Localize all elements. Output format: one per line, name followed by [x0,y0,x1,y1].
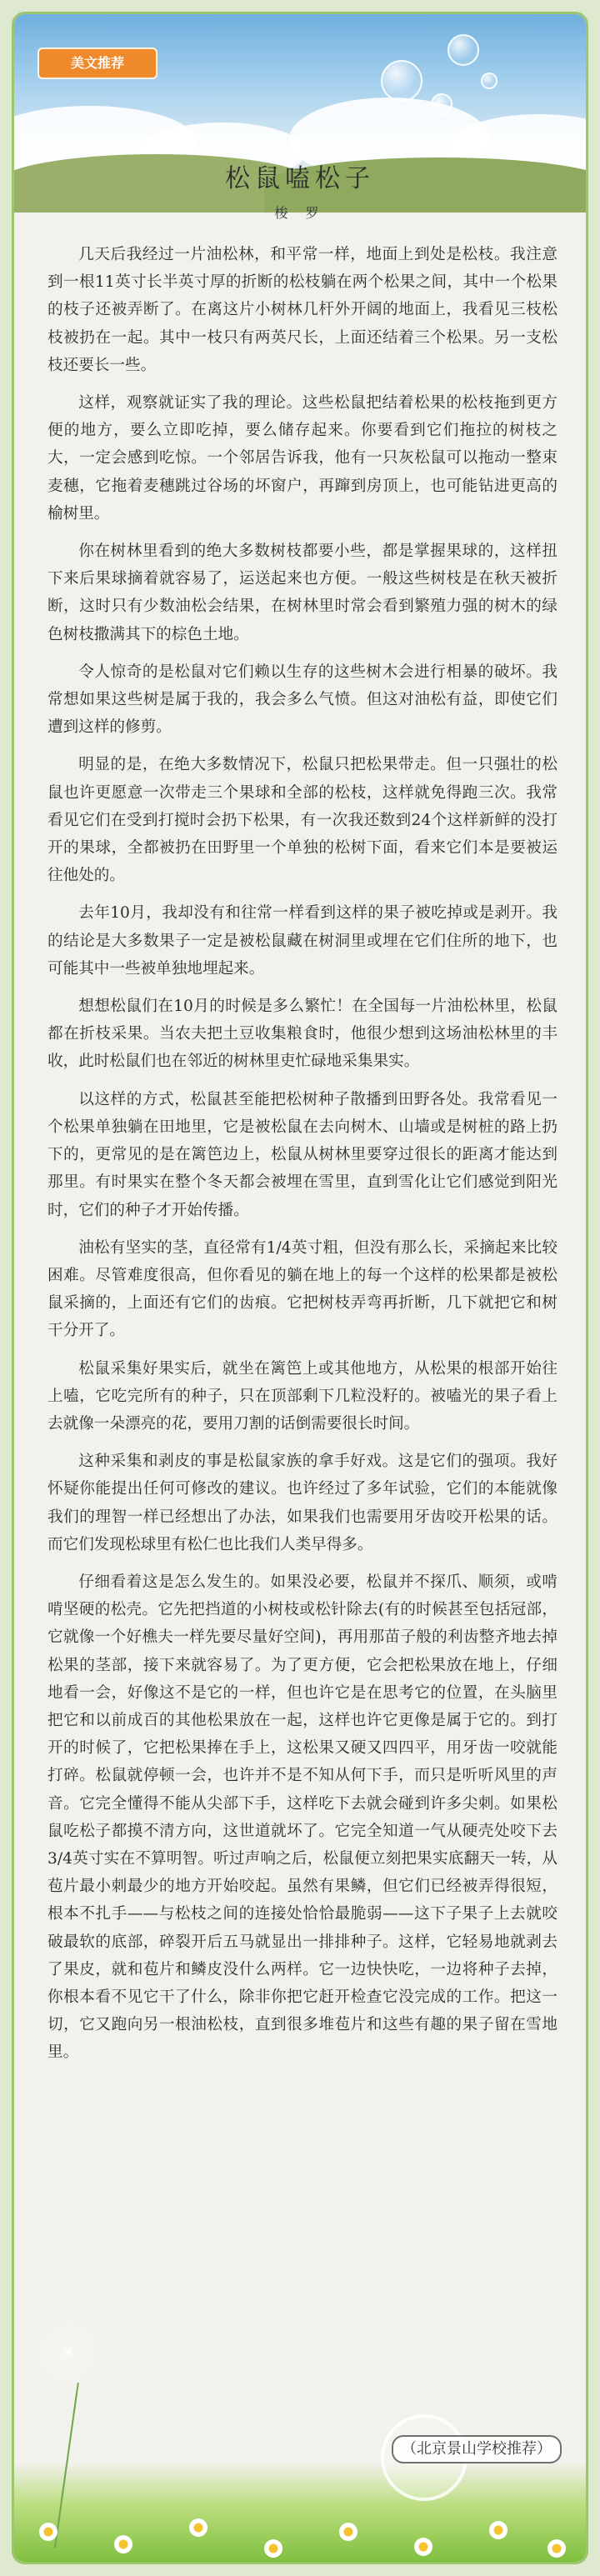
paragraph: 明显的是，在绝大多数情况下，松鼠只把松果带走。但一只强壮的松鼠也许更愿意一次带走三个果球和全部的松枝，这样就免得跑三次。我常看见它们在受到打搅时会扔下松果，有一次我还数到24个这样新鲜的没打开的果球，全都被扔在田野里一个单独的松树下面，看来它们本是要被运往他处的。 [48,756,558,885]
paragraph: 油松有坚实的茎，直径常有1/4英寸粗，但没有那么长，采摘起来比较困难。尽管难度很高，但你看见的躺在地上的每一个这样的松果都是被松鼠采摘的，上面还有它们的齿痕。它把树枝弄弯再折断，几下就把它和树干分开了。 [48,1238,558,1340]
paragraph: 去年10月，我却没有和往常一样看到这样的果子被吃掉或是剥开。我的结论是大多数果子一定是被松鼠藏在树洞里或埋在它们住所的地下，也可能其中一些被单独地埋起来。 [48,904,558,978]
dandelion-decoration [14,2298,122,2406]
category-tag: 美文推荐 [38,48,158,79]
bubble-decoration [481,73,498,89]
paragraph: 这种采集和剥皮的事是松鼠家族的拿手好戏。这是它们的强项。我好怀疑你能提出任何可修改的建议。也许经过了多年试验，它们的本能就像我们的理智一样已经想出了办法，如果我们也需要用牙齿咬开松果的话。而它们发现松球里有松仁也比我们人类早得多。 [48,1453,558,1553]
paragraph: 以这样的方式，松鼠甚至能把松树种子散播到田野各处。我常看见一个松果单独躺在田地里，它是被松鼠在去向树木、山墙或是树桩的路上扔下的，更常见的是在篱笆边上，松鼠从树林里要穿过很长的距离才能达到那里。有时果实在整个冬天都会被埋在雪里，直到雪化让它们感觉到阳光时，它们的种子才开始传播。 [48,1090,558,1219]
daisy-icon [264,2539,282,2558]
daisy-icon [39,2523,58,2541]
bubble-decoration [381,60,422,102]
article-title: 松鼠嗑松子 [225,164,375,193]
bubble-decoration [431,93,452,115]
paragraph: 你在树林里看到的绝大多数树枝都要小些，都是掌握果球的，这样扭下来后果球摘着就容易了，运送起来也方便。一般这些树枝是在秋天被折断，这时只有少数油松会结果，在树林里时常会看到繁殖力强的树木的绿色树枝撒满其下的棕色土地。 [48,543,558,643]
daisy-icon [414,2538,432,2556]
paragraph: 这样，观察就证实了我的理论。这些松鼠把结着松果的松枝拖到更方便的地方，要么立即吃掉，要么储存起来。你要看到它们拖拉的树枝之大，一定会感到吃惊。一个邻居告诉我，他有一只灰松鼠可以拖动一整束麦穗，它拖着麦穗跳过谷场的坏窗户，再蹿到房顶上，也可能钻进更高的榆树里。 [48,394,558,523]
grass-decoration [14,2462,586,2562]
daisy-icon [548,2539,566,2558]
paragraph: 几天后我经过一片油松林，和平常一样，地面上到处是松枝。我注意到一根11英寸长半英寸厚的折断的松枝躺在两个松果之间，其中一个松果的枝子还被弄断了。在离这片小树林几杆外开阔的地面上，我看见三枝松枝被扔在一起。其中一枝只有两英尺长，上面还结着三个松果。另一支松枝还要长一些。 [48,246,558,374]
paragraph: 仔细看着这是怎么发生的。如果没必要，松鼠并不探爪、顺须，或啃啃坚硬的松壳。它先把挡道的小树枝或松针除去(有的时候甚至包括冠部，它就像一个好樵夫一样先要尽量好空间)，再用那苗子般的利齿整齐地去掉松果的茎部，接下来就容易了。为了更方便，它会把松果放在地上，仔细地看一会，好像这不是它的一样，但也许它是在思考它的位置，在头脑里把它和以前成百的其他松果放在一起，这样也许它更像是属于它的。到打开的时候了，它把松果捧在手上，这松果又硬又四四平，用牙齿一咬就能打碎。松鼠就停顿一会，也许并不是不知从何下手，而只是听听风里的声音。它完全懂得不能从尖部下手，这样吃下去就会碰到许多尖刺。如果松鼠吃松子都摸不清方向，这世道就坏了。它完全知道一气从硬壳处咬下去3/4英寸实在不算明智。听过声响之后，松鼠便立刻把果实底翻天一转，从苞片最小刺最少的地方开始咬起。虽然有果鳞，但它们已经被弄得很短，根本不扎手——与松枝之间的连接处恰恰最脆弱——这下子果子上去就咬破最软的底部，碎裂开后五马就显出一排排种子。这样，它轻易地就剥去了果皮，就和苞片和鳞皮没什么两样。它一边快快吃，一边将种子去掉，你根本看不见它干了什么，除非你把它赶开检查它没完成的工作。把这一切，它又跑向另一根油松枝，直到很多堆苞片和这些有趣的果子留在雪地里。 [48,1573,558,2062]
daisy-icon [489,2521,508,2539]
article-author: 梭 罗 [274,205,326,221]
daisy-icon [339,2523,358,2541]
paragraph: 松鼠采集好果实后，就坐在篱笆上或其他地方，从松果的根部开始往上嗑，它吃完所有的种子，只在顶部剩下几粒没籽的。被嗑光的果子看上去就像一朵漂亮的花，要用刀割的话倒需要很长时间。 [48,1359,558,1433]
daisy-icon [189,2518,208,2537]
article-frame [12,12,588,2564]
recommendation-note: （北京景山学校推荐） [392,2435,562,2463]
paragraph: 想想松鼠们在10月的时候是多么繁忙！在全国每一片油松林里，松鼠都在折枝采果。当农夫把土豆收集粮食时，他很少想到这场油松林里的丰收，此时松鼠们也在邻近的树林里吏忙碌地采集果实。 [48,998,558,1071]
paragraph: 令人惊奇的是松鼠对它们赖以生存的这些树木会进行相暴的破坏。我常想如果这些树是属于我的，我会多么气愤。但这对油松有益，即使它们遭到这样的修剪。 [48,663,558,737]
daisy-icon [114,2535,132,2553]
bubble-decoration [448,34,479,66]
article-body [48,241,558,2077]
